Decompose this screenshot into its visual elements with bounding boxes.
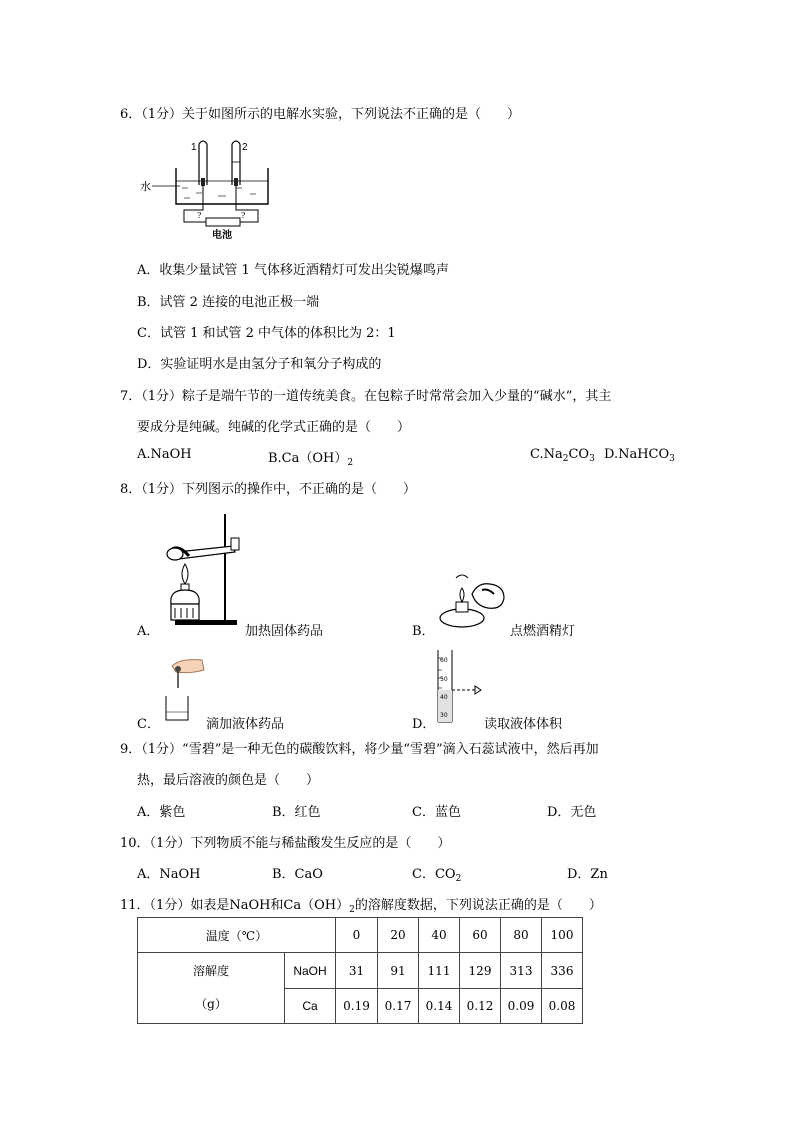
polarity-mark-1: ?: [197, 211, 202, 220]
q7-option-c[interactable]: [530, 447, 595, 464]
q7-option-b-sub: 2: [347, 458, 354, 468]
q6-option-b[interactable]: B．试管 2 连接的电池正极一端: [137, 295, 320, 310]
q9-option-a[interactable]: A．紫色: [137, 805, 186, 820]
tube1-label: 1: [191, 142, 197, 153]
table-cell: 0.08: [542, 989, 583, 1024]
q7-option-c-sub2: 3: [589, 454, 595, 464]
q10-option-b[interactable]: B．CaO: [272, 867, 323, 882]
heating-solid-illustration: [155, 512, 245, 627]
polarity-mark-2: ?: [241, 211, 246, 220]
table-cell: 31: [336, 953, 378, 989]
lighting-alcohol-lamp-illustration: [432, 572, 512, 632]
temp-cell: 100: [542, 918, 583, 953]
table-cell: 111: [419, 953, 460, 989]
q10-option-a[interactable]: A．NaOH: [137, 867, 201, 882]
dropping-liquid-illustration: [160, 652, 210, 724]
q11-stem-text1: 11．（1分）如表是NaOH和Ca（OH）: [120, 898, 350, 913]
solubility-label-cell: [138, 953, 285, 1024]
table-cell: 0.17: [378, 989, 419, 1024]
table-header-row: [138, 918, 583, 953]
q7-stem-line2: 要成分是纯碱。纯碱的化学式正确的是（ ）: [137, 420, 411, 435]
tube2-label: 2: [242, 142, 248, 153]
solubility-label: 溶解度: [192, 964, 229, 978]
table-cell: 0.19: [336, 989, 378, 1024]
electrolysis-diagram: [140, 138, 280, 242]
q7-option-a[interactable]: A.NaOH: [137, 447, 192, 462]
battery-label: 电池: [212, 230, 232, 241]
cyl-tick-50: 50: [440, 676, 448, 683]
table-cell: 336: [542, 953, 583, 989]
q6-option-d[interactable]: D．实验证明水是由氢分子和氧分子构成的: [137, 357, 382, 372]
table-cell: 129: [460, 953, 501, 989]
q10-option-c-text: C．CO: [412, 867, 456, 882]
water-label: 水: [140, 180, 151, 193]
q10-option-c[interactable]: [412, 863, 461, 884]
q7-option-d-text: D.NaHCO: [604, 447, 670, 462]
q6-stem: 6．（1分）关于如图所示的电解水实验，下列说法不正确的是（ ）: [120, 107, 521, 122]
q8-option-c-letter[interactable]: C．: [137, 717, 160, 732]
q8-option-b-letter[interactable]: B．: [412, 624, 435, 639]
q10-option-d[interactable]: D．Zn: [567, 867, 608, 882]
temp-cell: 80: [501, 918, 542, 953]
cyl-tick-60: 60: [440, 657, 448, 664]
solubility-table: [137, 917, 583, 1024]
table-cell: 91: [378, 953, 419, 989]
substance-name-cell: Ca: [285, 989, 336, 1024]
q7-option-c-text1: C.Na: [530, 447, 563, 462]
q11-stem: [120, 894, 602, 915]
table-cell: 0.12: [460, 989, 501, 1024]
q9-stem-line2: 热，最后溶液的颜色是（ ）: [137, 773, 320, 788]
table-cell: 313: [501, 953, 542, 989]
q8-option-b-caption: 点燃酒精灯: [510, 624, 576, 639]
q11-stem-text2: 的溶解度数据，下列说法正确的是（ ）: [354, 898, 602, 913]
q10-option-c-sub: 2: [455, 874, 462, 884]
q9-option-d[interactable]: D．无色: [547, 805, 597, 820]
q8-option-c-caption: 滴加液体药品: [206, 717, 285, 732]
q9-option-b[interactable]: B．红色: [272, 805, 321, 820]
q7-stem-line1: 7．（1分）粽子是端午节的一道传统美食。在包粽子时常常会加入少量的“碱水”，其主: [120, 389, 612, 404]
q7-option-c-sub1: 2: [562, 454, 569, 464]
q9-option-c[interactable]: C．蓝色: [412, 805, 461, 820]
q7-option-c-text2: CO: [568, 447, 590, 462]
q8-option-a-caption: 加热固体药品: [245, 624, 324, 639]
temp-cell: 40: [419, 918, 460, 953]
q8-option-d-caption: 读取液体体积: [484, 717, 563, 732]
q11-stem-sub: 2: [349, 905, 355, 915]
q7-option-d-sub: 3: [669, 454, 675, 464]
table-row-naoh: [138, 953, 583, 989]
q8-stem: 8．（1分）下列图示的操作中，不正确的是（ ）: [120, 482, 417, 497]
solubility-unit: （g）: [195, 997, 227, 1011]
substance-name-cell: NaOH: [285, 953, 336, 989]
q10-stem: 10．（1分）下列物质不能与稀盐酸发生反应的是（ ）: [120, 836, 451, 851]
q6-option-c[interactable]: C．试管 1 和试管 2 中气体的体积比为 2：1: [137, 326, 396, 341]
q9-stem-line1: 9．（1分）“雪碧”是一种无色的碳酸饮料，将少量“雪碧”滴入石蕊试液中，然后再加: [120, 742, 599, 757]
q7-option-b-text: B.Ca（OH）: [268, 451, 348, 466]
q8-option-a-letter[interactable]: A．: [137, 624, 160, 639]
cyl-tick-40: 40: [440, 694, 448, 701]
temp-cell: 20: [378, 918, 419, 953]
temp-cell: 60: [460, 918, 501, 953]
q7-option-b[interactable]: [268, 447, 353, 468]
table-cell: 0.09: [501, 989, 542, 1024]
temp-cell: 0: [336, 918, 378, 953]
q8-option-d-letter[interactable]: D．: [412, 717, 436, 732]
q6-option-a[interactable]: A．收集少量试管 1 气体移近酒精灯可发出尖锐爆鸣声: [137, 263, 449, 278]
table-cell: 0.14: [419, 989, 460, 1024]
q7-option-d[interactable]: [604, 447, 675, 464]
cyl-tick-30: 30: [440, 712, 448, 719]
temp-label-cell: 温度（℃）: [138, 918, 336, 953]
